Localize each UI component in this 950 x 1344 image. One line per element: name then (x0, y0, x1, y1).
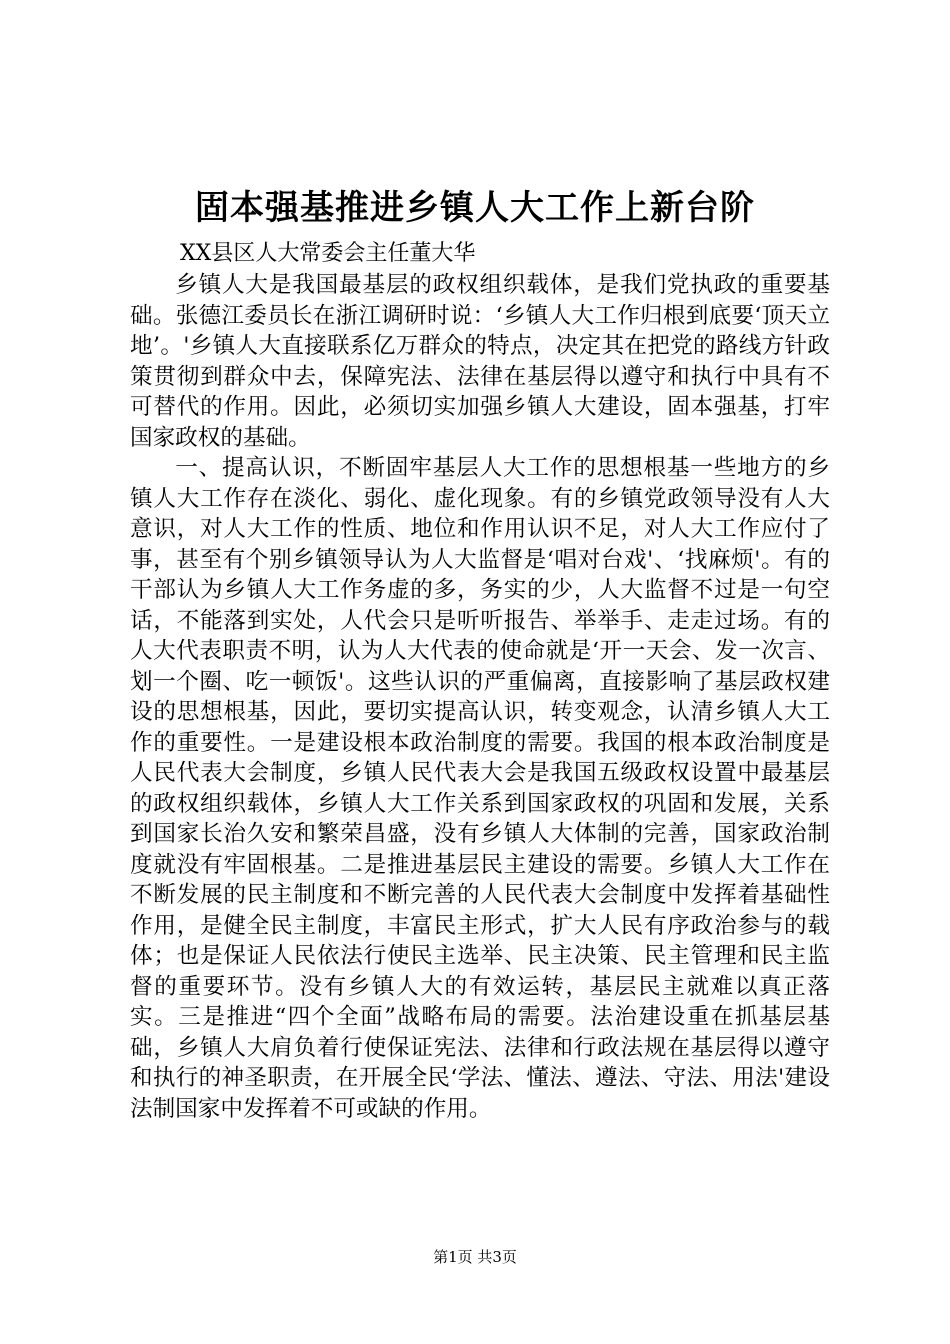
document-body (130, 270, 830, 1124)
paragraph-intro: 乡镇人大是我国最基层的政权组织载体，是我们党执政的重要基础。张德江委员长在浙江调研时说：‘乡镇人大工作归根到底要‘顶天立地’。'乡镇人大直接联系亿万群众的特点，决定其在把党的路线方针政策贯彻到群众中去，保障宪法、法律在基层得以遵守和执行中具有不可替代的作用。因此，必须切实加强乡镇人大建设，固本强基，打牢国家政权的基础。 (130, 272, 830, 451)
page-footer: 第1页 共3页 (433, 1248, 517, 1266)
author-line: XX县区人大常委会主任董大华 (180, 241, 476, 266)
paragraph-section-one: 一、提高认识，不断固牢基层人大工作的思想根基一些地方的乡镇人大工作存在淡化、弱化、虚化现象。有的乡镇党政领导没有人大意识，对人大工作的性质、地位和作用认识不足，对人大工作应付了事，甚至有个别乡镇领导认为人大监督是‘唱对台戏'、‘找麻烦'。有的干部认为乡镇人大工作务虚的多，务实的少，人大监督不过是一句空话，不能落到实处，人代会只是听听报告、举举手、走走过场。有的人大代表职责不明，认为人大代表的使命就是‘开一天会、发一次言、划一个圈、吃一顿饭'。这些认识的严重偏离，直接影响了基层政权建设的思想根基，因此，要切实提高认识，转变观念，认清乡镇人大工作的重要性。一是建设根本政治制度的需要。我国的根本政治制度是人民代表大会制度，乡镇人民代表大会是我国五级政权设置中最基层的政权组织载体，乡镇人大工作关系到国家政权的巩固和发展，关系到国家长治久安和繁荣昌盛，没有乡镇人大体制的完善，国家政治制度就没有牢固根基。二是推进基层民主建设的需要。乡镇人大工作在不断发展的民主制度和不断完善的人民代表大会制度中发挥着基础性作用，是健全民主制度，丰富民主形式，扩大人民有序政治参与的载体；也是保证人民依法行使民主选举、民主决策、民主管理和民主监督的重要环节。没有乡镇人大的有效运转，基层民主就难以真正落实。三是推进“四个全面”战略布局的需要。法治建设重在抓基层基础，乡镇人大肩负着行使保证宪法、法律和行政法规在基层得以遵守和执行的神圣职责，在开展全民‘学法、懂法、遵法、守法、用法'建设法制国家中发挥着不可或缺的作用。 (130, 455, 830, 1122)
document-title: 固本强基推进乡镇人大工作上新台阶 (195, 188, 755, 228)
